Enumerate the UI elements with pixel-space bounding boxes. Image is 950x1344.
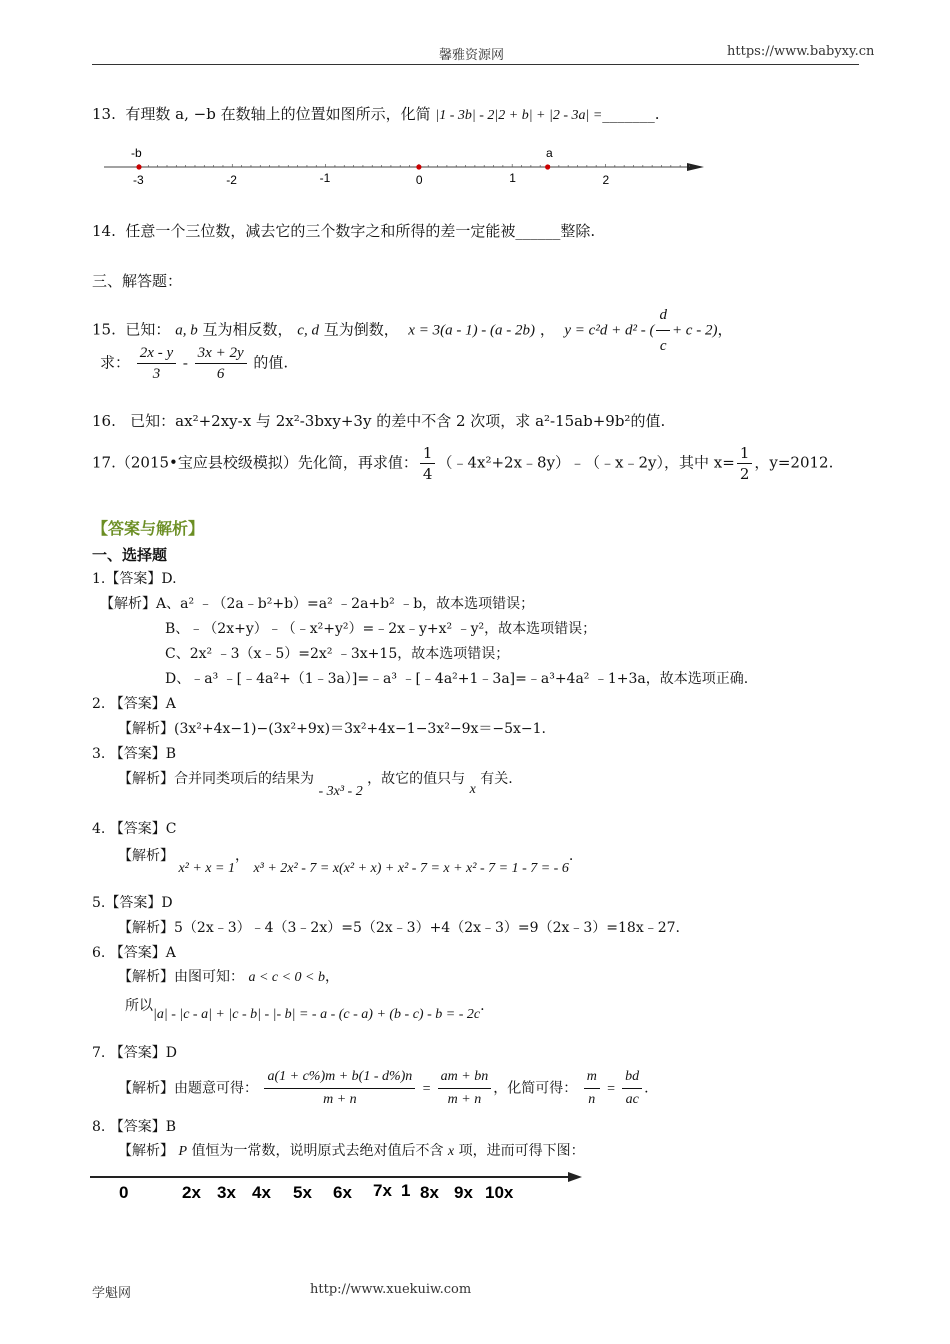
number-line-figure bbox=[100, 140, 710, 190]
answer-1-head: 1.【答案】D. bbox=[92, 571, 177, 587]
text: 【解析】 bbox=[118, 1143, 174, 1159]
math-operator: = bbox=[421, 1081, 432, 1097]
fraction-numerator: d bbox=[656, 300, 670, 331]
question-number: 15. bbox=[92, 320, 116, 339]
question-number: 16. bbox=[92, 412, 116, 430]
answer-8-head: 8. 【答案】B bbox=[92, 1119, 177, 1135]
text: ， bbox=[234, 848, 249, 864]
answer-3-line bbox=[118, 768, 513, 799]
number-line-figure-2 bbox=[88, 1165, 588, 1210]
header-site-name: 馨雅资源网 bbox=[439, 48, 505, 63]
nl2-label: 9x bbox=[454, 1183, 473, 1202]
fraction-denominator: n bbox=[588, 1092, 596, 1107]
math-expression: x³ + 2x² - 7 = x(x² + x) + x² - 7 = x + x² - 7 = 1 - 7 = - 6 bbox=[253, 861, 569, 876]
fraction-denominator: 3 bbox=[152, 366, 161, 382]
number-line-point bbox=[416, 164, 421, 169]
fraction-numerator: m bbox=[584, 1066, 600, 1089]
question-text: 有理数 a, −b 在数轴上的位置如图所示，化简 bbox=[125, 105, 431, 123]
nl2-label: 5x bbox=[293, 1183, 312, 1202]
nl2-label: 6x bbox=[333, 1183, 352, 1202]
text: 值恒为一常数，说明原式去绝对值后不含 bbox=[191, 1143, 444, 1159]
math-var: x bbox=[469, 782, 476, 797]
footer-site: 学魁网 bbox=[92, 1286, 132, 1301]
text: 【解析】由图可知： bbox=[118, 969, 244, 985]
math-var: x bbox=[447, 1144, 455, 1159]
answer-1-line-c: C、2x² ﹣3（x﹣5）=2x² ﹣3x+15，故本选项错误； bbox=[165, 646, 510, 662]
number-line-point bbox=[136, 164, 141, 169]
question-number: 13. bbox=[92, 105, 116, 123]
fraction-denominator: c bbox=[659, 338, 667, 354]
text: ， bbox=[325, 969, 340, 985]
math-expression: - 3x³ - 2 bbox=[318, 784, 363, 799]
point-label-a: a bbox=[546, 146, 553, 160]
fraction-numerator: 1 bbox=[420, 443, 436, 464]
question-16 bbox=[92, 410, 665, 431]
answer-6-head: 6. 【答案】A bbox=[92, 945, 176, 961]
question-15-ask bbox=[100, 343, 288, 384]
question-number: 14. bbox=[92, 222, 116, 240]
question-17 bbox=[92, 443, 833, 484]
fraction-numerator: a(1 + c%)m + b(1 - d%)n bbox=[264, 1066, 415, 1089]
text: . bbox=[480, 998, 485, 1014]
answer-6-derivation bbox=[125, 995, 485, 1022]
nl2-label: 2x bbox=[182, 1183, 201, 1202]
answers-section-choice: 一、选择题 bbox=[92, 546, 168, 564]
tick-label: 2 bbox=[602, 173, 610, 187]
answer-2-line: 【解析】(3x²+4x−1)−(3x²+9x)＝3x²+4x−1−3x²−9x＝−5x−1. bbox=[118, 721, 546, 737]
text: 【解析】 bbox=[118, 848, 174, 864]
math-inequality: a < c < 0 < b bbox=[248, 970, 326, 985]
nl2-label: 8x bbox=[420, 1183, 439, 1202]
text: ，化简可得： bbox=[493, 1080, 578, 1097]
question-13 bbox=[92, 103, 660, 124]
math-var: P bbox=[178, 1144, 188, 1159]
number-line-point bbox=[545, 164, 550, 169]
question-text: 任意一个三位数，减去它的三个数字之和所得的差一定能被______整除. bbox=[125, 222, 596, 240]
section-title-solutions: 三、解答题： bbox=[92, 272, 183, 290]
tick-label: -2 bbox=[226, 173, 237, 187]
footer-url[interactable]: http://www.xuekuiw.com bbox=[310, 1282, 472, 1297]
fraction-numerator: 2x - y bbox=[137, 343, 176, 364]
fraction-numerator: 3x + 2y bbox=[195, 343, 247, 364]
answer-5-head: 5.【答案】D bbox=[92, 895, 173, 911]
answer-4-head: 4. 【答案】C bbox=[92, 821, 177, 837]
math-expression: x² + x = 1 bbox=[178, 861, 235, 876]
tick-label: 1 bbox=[509, 171, 516, 185]
text: 有关. bbox=[480, 771, 513, 787]
question-14 bbox=[92, 220, 595, 241]
answer-7-line bbox=[118, 1066, 649, 1111]
nl2-label: 10x bbox=[485, 1183, 514, 1202]
math-expression: x = 3(a - 1) - (a - 2b) bbox=[408, 322, 536, 339]
question-text: 17.（2015•宝应县校级模拟）先化简，再求值： bbox=[92, 453, 418, 472]
text: ， bbox=[539, 320, 555, 339]
fraction-denominator: 6 bbox=[216, 366, 225, 382]
fraction-numerator: am + bn bbox=[438, 1066, 492, 1089]
math-expression: + c - 2) bbox=[671, 322, 718, 339]
text: 互为相反数， bbox=[202, 320, 293, 339]
text: ，故它的值只与 bbox=[367, 771, 466, 787]
nl2-label: 4x bbox=[252, 1183, 271, 1202]
fraction-denominator: 4 bbox=[422, 465, 433, 483]
nl2-label: 7x bbox=[373, 1181, 392, 1200]
answer-2-head: 2. 【答案】A bbox=[92, 696, 176, 712]
text: . bbox=[644, 1080, 649, 1097]
math-var: c, d bbox=[297, 322, 319, 339]
question-text: （﹣4x²+2x﹣8y）﹣（﹣x﹣2y），其中 x= bbox=[437, 453, 735, 472]
header-divider bbox=[92, 64, 859, 65]
fraction-denominator: 2 bbox=[739, 465, 750, 483]
point-label-neg-b: -b bbox=[131, 146, 142, 160]
fraction-denominator: ac bbox=[625, 1092, 639, 1107]
fraction-numerator: bd bbox=[622, 1066, 642, 1089]
tick-label: -3 bbox=[133, 173, 144, 187]
answer-1-line-b: B、﹣（2x+y）﹣（﹣x²+y²）=﹣2x﹣y+x² ﹣y²，故本选项错误； bbox=[165, 621, 597, 637]
nl2-label: 0 bbox=[119, 1183, 129, 1202]
answer-1-line-d: D、﹣a³ ﹣[﹣4a²+（1﹣3a）]=﹣a³ ﹣[﹣4a²+1﹣3a]=﹣a³+4a² ﹣1+3a，故本选项正确. bbox=[165, 671, 749, 687]
fraction-numerator: 1 bbox=[737, 443, 753, 464]
text: 项，进而可得下图： bbox=[458, 1143, 585, 1159]
header-url[interactable]: https://www.babyxy.cn bbox=[727, 44, 875, 59]
fraction-denominator: m + n bbox=[323, 1092, 357, 1107]
question-text: ，y=2012. bbox=[754, 453, 834, 472]
text: 已知： bbox=[125, 320, 171, 339]
text: 互为倒数， bbox=[323, 320, 399, 339]
answer-5-line: 【解析】5（2x﹣3）﹣4（3﹣2x）=5（2x﹣3）+4（2x﹣3）=9（2x﹣3）=18x﹣27. bbox=[118, 920, 680, 936]
math-expression: |1 - 3b| - 2|2 + b| + |2 - 3a| = bbox=[435, 108, 603, 123]
tick-label: 0 bbox=[415, 173, 423, 187]
fraction-denominator: m + n bbox=[447, 1092, 482, 1107]
text: 的值. bbox=[253, 353, 289, 372]
text: ， bbox=[717, 320, 733, 339]
math-expression: |a| - |c - a| + |c - b| - |- b| = - a - (c - a) + (b - c) - b = - 2c bbox=[153, 1007, 481, 1022]
answers-title: 【答案与解析】 bbox=[92, 519, 205, 538]
answer-blank: _______. bbox=[602, 105, 660, 123]
answer-6-line bbox=[118, 966, 339, 986]
answer-3-head: 3. 【答案】B bbox=[92, 746, 177, 762]
math-expression: y = c²d + d² - ( bbox=[564, 322, 655, 339]
answer-4-line bbox=[118, 845, 574, 876]
question-text: 已知：ax²+2xy-x 与 2x²-3bxy+3y 的差中不含 2 次项，求 a²-15ab+9b²的值. bbox=[130, 412, 666, 430]
nl2-label: 3x bbox=[217, 1183, 236, 1202]
text: 【解析】合并同类项后的结果为 bbox=[118, 771, 314, 787]
answer-8-line bbox=[118, 1140, 585, 1160]
answer-1-line-a: 【解析】A、a² ﹣（2a﹣b²+b）=a² ﹣2a+b² ﹣b，故本选项错误； bbox=[100, 596, 535, 612]
text: 求： bbox=[100, 353, 131, 372]
math-var: a, b bbox=[175, 322, 198, 339]
nl2-label: 1 bbox=[401, 1181, 411, 1200]
tick-label: -1 bbox=[319, 171, 331, 185]
math-operator: - bbox=[182, 355, 188, 372]
text: . bbox=[568, 848, 574, 864]
text: 所以 bbox=[125, 998, 153, 1014]
text: 【解析】由题意可得： bbox=[118, 1080, 258, 1097]
math-operator: = bbox=[606, 1081, 616, 1097]
answer-7-head: 7. 【答案】D bbox=[92, 1045, 178, 1061]
